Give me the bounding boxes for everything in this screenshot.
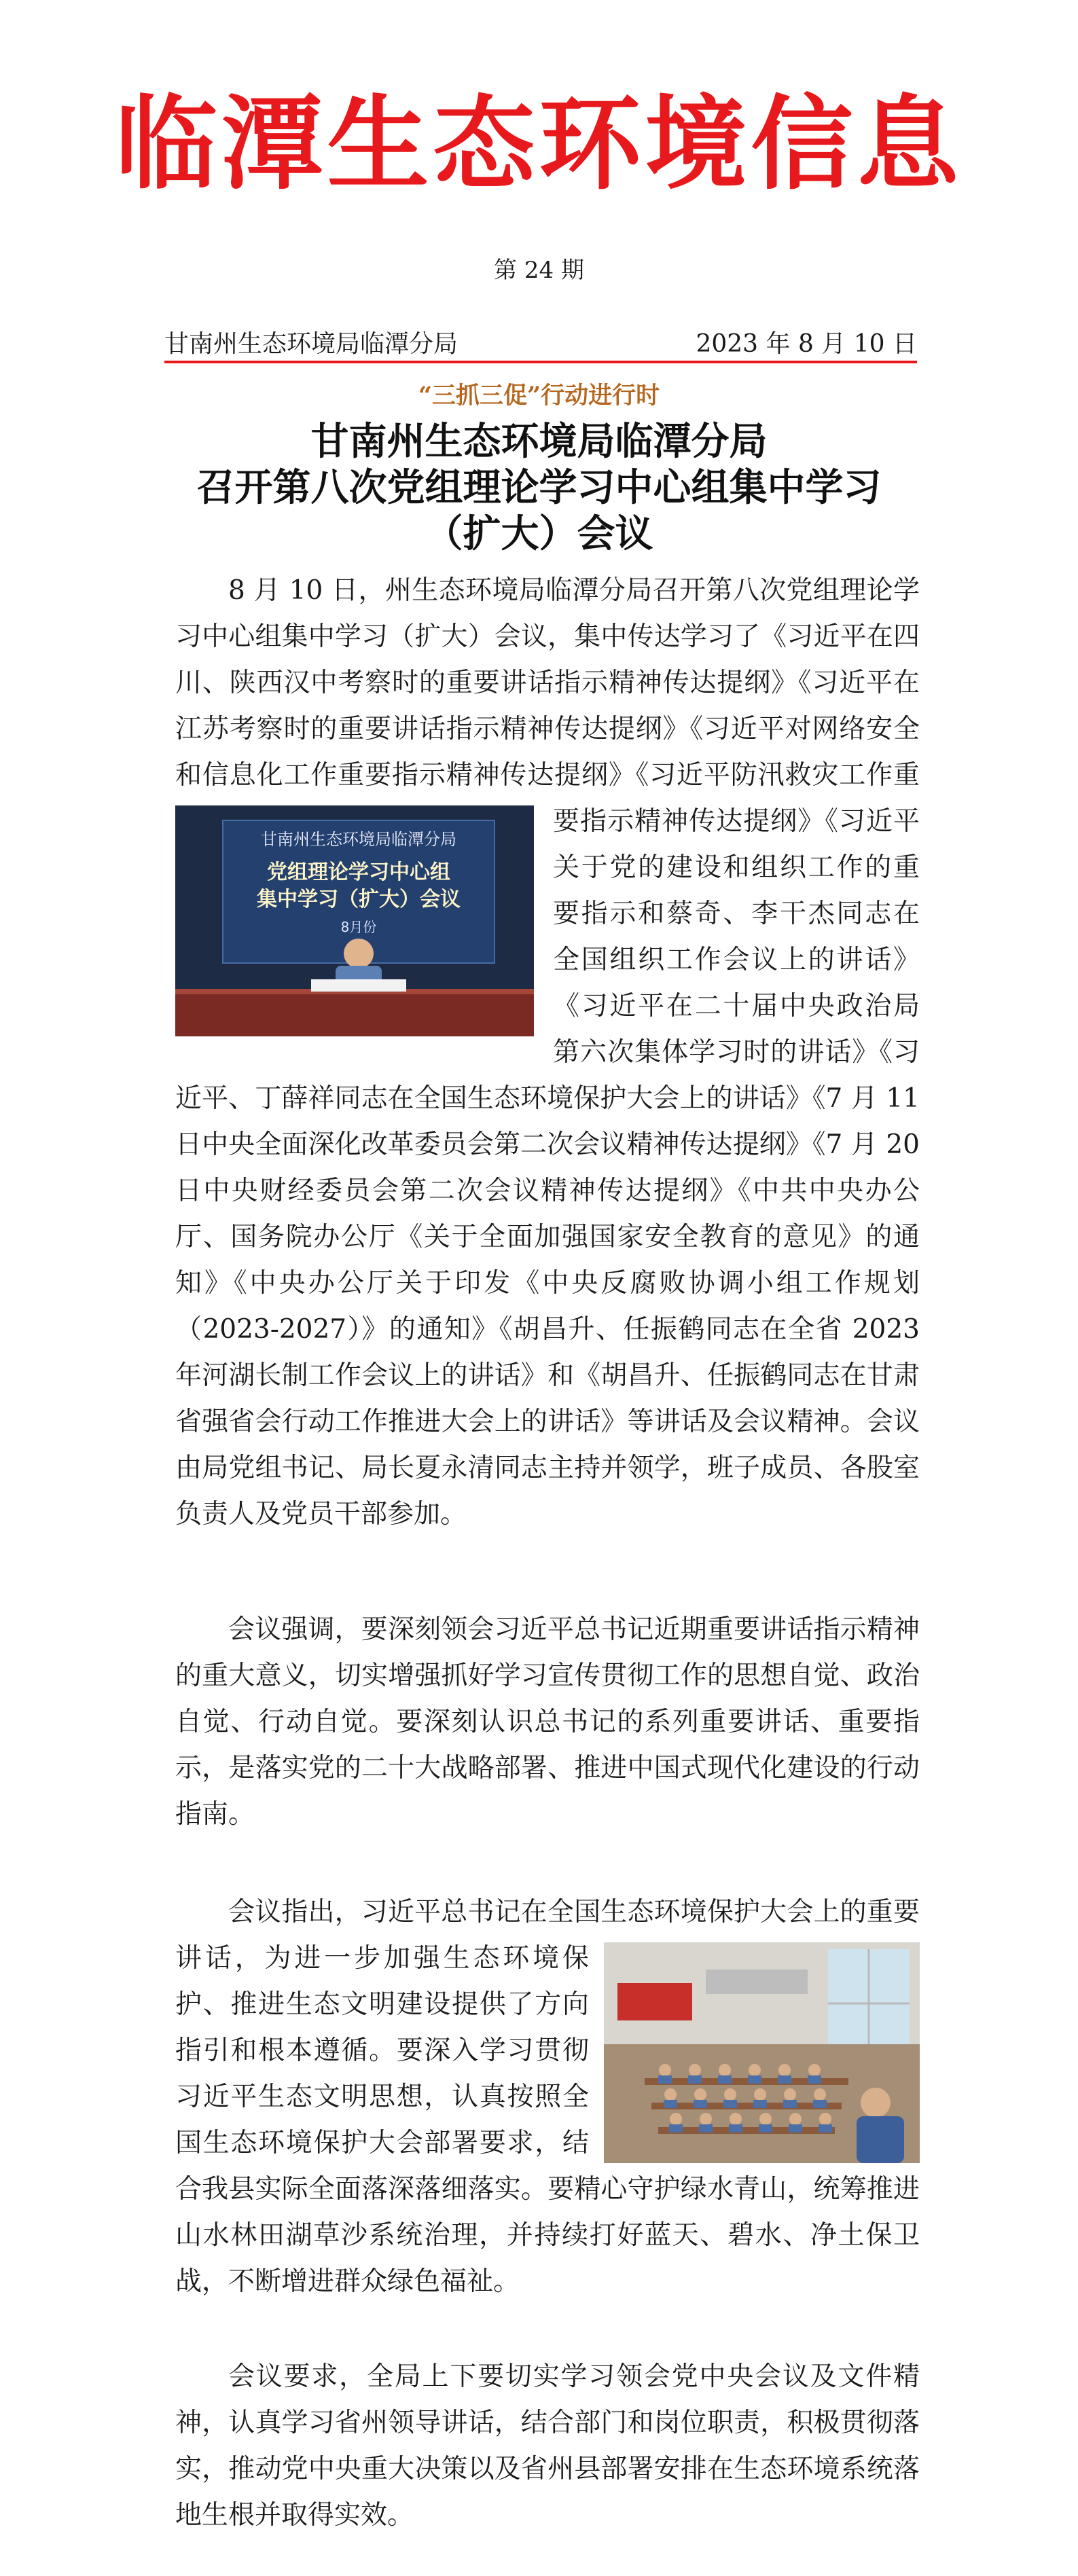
paragraph-3-block (175, 1889, 920, 2348)
paragraph-2-block (175, 1607, 920, 1838)
paragraph: 会议强调，要深刻领会习近平总书记近期重要讲话指示精神的重大意义，切实增强抓好学习宣传贯彻工作的思想自觉、政治自觉、行动自觉。要深刻认识总书记的系列重要讲话、重要指示，是落实党的二十大战略部署、推进中国式现代化建设的行动指南。 (175, 1614, 920, 1830)
svg-text:甘南州生态环境局临潭分局: 甘南州生态环境局临潭分局 (261, 830, 456, 849)
issue-number: 第 24 期 (494, 257, 584, 284)
paragraph-1-block (175, 568, 920, 1610)
headline-line: （扩大）会议 (425, 512, 653, 556)
paragraph (175, 568, 920, 1538)
paragraph-rest: 要讲话，为进一步加强生态环境保护、推进生态文明建设提供了方向指引和根本遵循。要深入学习贯彻习近平生态文明思想，认真按照全国生态环境保护大会部署要求，结合我县实际全面落深落细落实。要精心守护绿水青山，统筹推进山水林田湖草沙系统治理，并持续打好蓝天、碧水、净土保卫战，不断增进群众绿色福祉。 (175, 1897, 920, 2297)
meta-row (164, 329, 917, 359)
headline-line: 召开第八次党组理论学习中心组集中学习 (196, 466, 882, 510)
issuing-organization: 甘南州生态环境局临潭分局 (164, 330, 459, 358)
svg-text:8月份: 8月份 (340, 919, 377, 935)
svg-text:集中学习（扩大）会议: 集中学习（扩大）会议 (257, 888, 461, 911)
issue-date: 2023 年 8 月 10 日 (696, 330, 917, 358)
paragraph-lead: 8 月 10 日，州生态环境局临潭分局召开第八次党组理论学习中心组集中学习（扩大）会议，集中传达学习了《习近平在四川、陕西汉中考察时的重要讲话指示精神传达提纲》《习近平在江苏考察时的重要讲话指示精神传达提纲》《习近平对网络安全和信息化工作重要指示精神传达提纲》《习近平防汛救灾工作重要指示精神传达提纲》 (175, 575, 920, 837)
paragraph-rest: 《习近平关于党的建设和组织工作的重要指示和蔡奇、李干杰同志在全国组织工作会议上的讲话》《习近平在二十届中央政治局第六次集体学习时的讲话》《习近平、丁薛祥同志在全国生态环境保护大会上的讲话》《7 月 11 日中央全面深化改革委员会第二次会议精神传达提纲》《7 月 20 日中央财经委员会第二次会议精神传达提纲》《中共中央办公厅、国务院办公厅《关于全面加强国家安全教育的意见》的通知》《中央办公厅关于印发《中央反腐败协调小组工作规划（2023-2027）》的通知》《胡昌升、任振鹤同志在全省 2023 年河湖长制工作会议上的讲话》和《胡昌升、任振鹤同志在甘肃省强省会行动工作推进大会上的讲话》等讲话及会议精神。会议由局党组书记、局长夏永清同志主持并领学，班子成员、各股室负责人及党员干部参加。 (175, 806, 920, 1529)
article-headline (0, 419, 1078, 558)
meeting-photo-room (604, 1942, 920, 2163)
svg-text:党组理论学习中心组: 党组理论学习中心组 (267, 860, 450, 884)
paragraph (175, 1889, 920, 2305)
column-tag: “三抓三促”行动进行时 (418, 382, 660, 410)
paragraph-lead: 会议指出，习近平总书记在全国生态环境保护大会上的重 (228, 1897, 893, 1927)
headline-line: 甘南州生态环境局临潭分局 (310, 420, 768, 464)
paragraph-4-block (175, 2354, 920, 2539)
paragraph: 会议要求，全局上下要切实学习领会党中央会议及文件精神，认真学习省州领导讲话，结合部门和岗位职责，积极贯彻落实，推动党中央重大决策以及省州县部署安排在生态环境系统落地生根并取得实效。 (175, 2361, 920, 2530)
red-divider (164, 361, 917, 363)
meeting-photo-podium (175, 805, 534, 1036)
masthead-title: 临潭生态环境信息 (115, 86, 963, 204)
